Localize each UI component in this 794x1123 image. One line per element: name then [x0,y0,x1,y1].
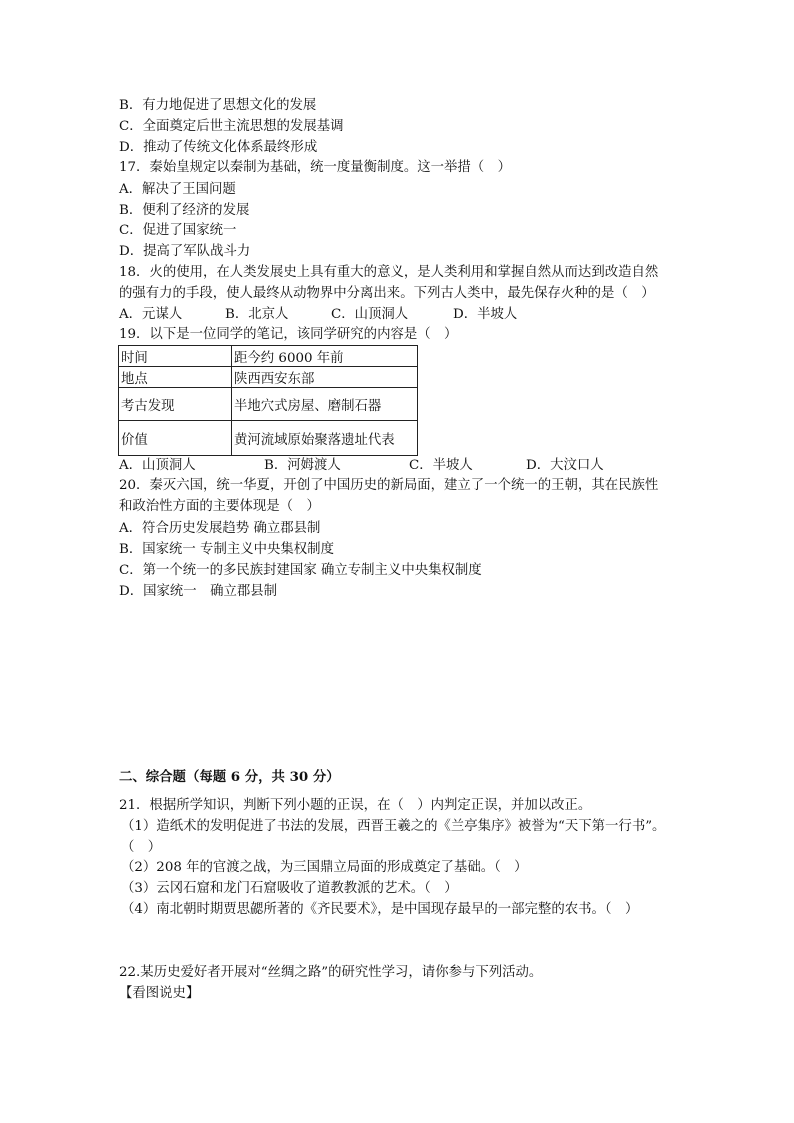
q19-option-a: A．山顶洞人 [119,458,196,473]
table-label: 地点 [119,367,232,388]
q17-option-c: C．促进了国家统一 [119,223,237,238]
q21-stem: 21．根据所学知识，判断下列小题的正误，在（ ）内判定正误，并加以改正。 [119,798,592,813]
q22-subheading: 【看图说史】 [119,986,200,1001]
table-label: 时间 [119,346,232,367]
q18-option-c: C．山顶洞人 [331,307,409,322]
table-value: 距今约 6000 年前 [232,346,418,367]
q18-stem-line2: 的强有力的手段，使人最终从动物界中分离出来。下列古人类中，最先保存火种的是（ ） [119,286,655,301]
q19-option-c: C．半坡人 [409,458,473,473]
q18-stem-line1: 18．火的使用，在人类发展史上具有重大的意义，是人类利用和掌握自然从而达到改造自然 [119,265,659,280]
q18-option-b: B．北京人 [225,307,289,322]
q17-stem: 17．秦始皇规定以秦制为基础，统一度量衡制度。这一举措（ ） [119,160,511,175]
q20-stem-line1: 20．秦灭六国，统一华夏，开创了中国历史的新局面，建立了一个统一的王朝，其在民族性 [119,478,659,493]
table-row [119,367,418,388]
q17-option-d: D．提高了军队战斗力 [119,244,251,259]
q20-option-b: B．国家统一 专制主义中央集权制度 [119,542,334,557]
table-row [119,388,418,421]
q18-option-d: D．半坡人 [453,307,518,322]
table-value: 陕西西安东部 [232,367,418,388]
q19-option-b: B．河姆渡人 [264,458,341,473]
q20-option-c: C．第一个统一的多民族封建国家 确立专制主义中央集权制度 [119,563,482,578]
q19-option-d: D．大汶口人 [526,458,604,473]
q21-item-1: （1）造纸术的发明促进了书法的发展，西晋王羲之的《兰亭集序》被誉为“天下第一行书”。 [121,819,666,834]
table-value: 半地穴式房屋、磨制石器 [232,388,418,421]
q21-item-1-paren: （ ） [121,840,162,855]
table-label: 考古发现 [119,388,232,421]
table-row [119,346,418,367]
q21-item-3: （3）云冈石窟和龙门石窟吸收了道教教派的艺术。（ ） [121,881,458,896]
q22-stem: 22.某历史爱好者开展对“丝绸之路”的研究性学习，请你参与下列活动。 [119,965,543,980]
q19-stem: 19．以下是一位同学的笔记，该同学研究的内容是（ ） [119,327,458,342]
section-heading: 二、综合题（每题 6 分，共 30 分） [119,769,340,785]
q17-option-a: A．解决了王国问题 [119,182,236,197]
table-label: 价值 [119,421,232,456]
q19-notes-table [118,345,418,456]
q17-option-b: B．便利了经济的发展 [119,203,250,218]
q16-option-c: C．全面奠定后世主流思想的发展基调 [119,119,344,134]
q21-item-2: （2）208 年的官渡之战，为三国鼎立局面的形成奠定了基础。（ ） [121,860,528,875]
q20-option-d: D．国家统一 确立郡县制 [119,584,278,599]
q20-stem-line2: 和政治性方面的主要体现是（ ） [119,499,320,514]
table-value: 黄河流域原始聚落遗址代表 [232,421,418,456]
q20-option-a: A．符合历史发展趋势 确立郡县制 [119,521,321,536]
table-row [119,421,418,456]
q16-option-d: D．推动了传统文化体系最终形成 [119,140,318,155]
q21-item-4: （4）南北朝时期贾思勰所著的《齐民要术》，是中国现存最早的一部完整的农书。（ ） [121,902,639,917]
q18-option-a: A．元谋人 [119,307,183,322]
q16-option-b: B．有力地促进了思想文化的发展 [119,98,317,113]
